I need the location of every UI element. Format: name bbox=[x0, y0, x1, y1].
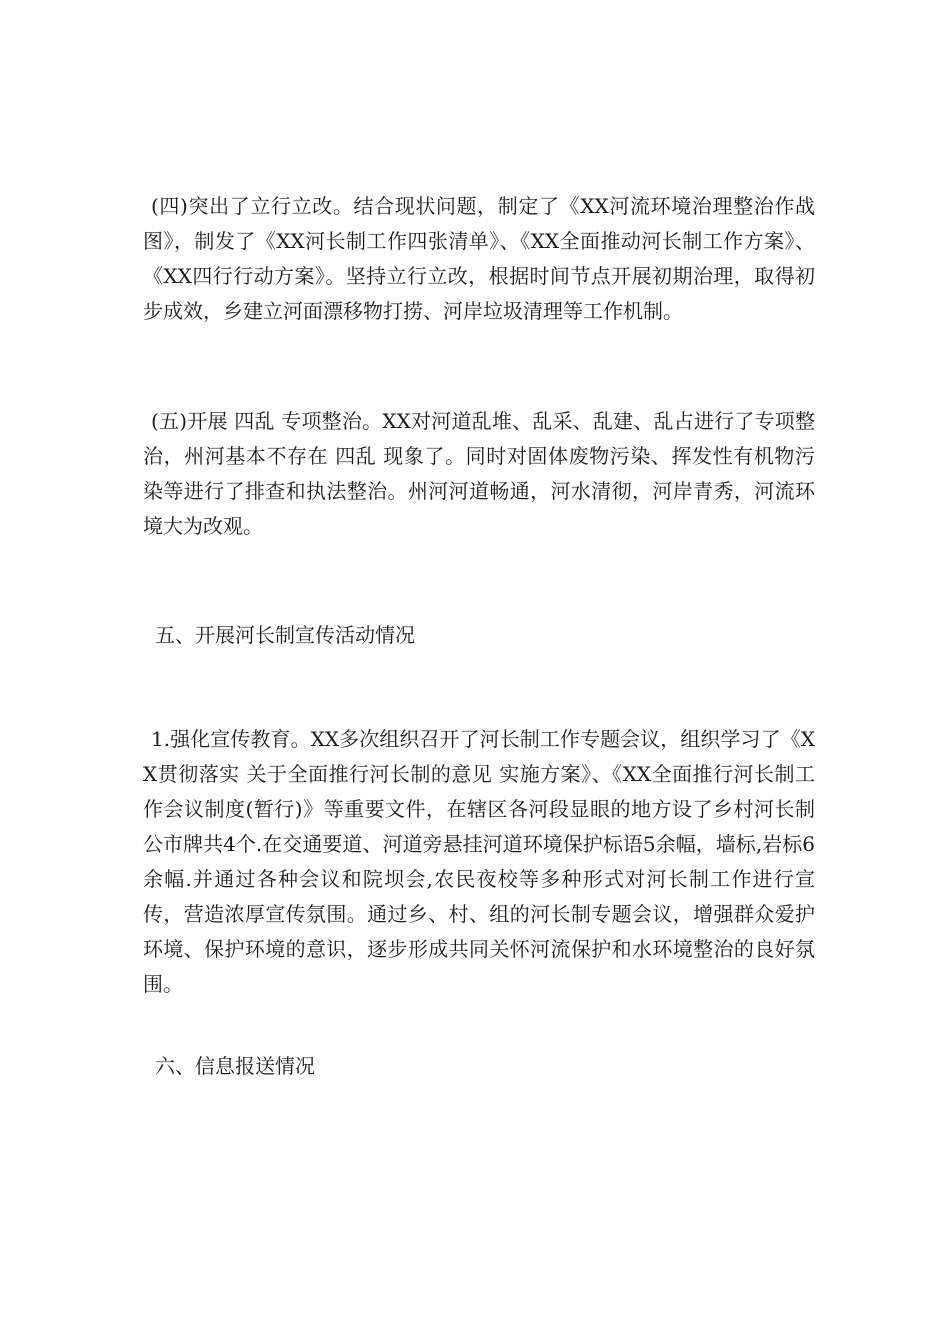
paragraph-section-5: (五)开展 四乱 专项整治。XX对河道乱堆、乱采、乱建、乱占进行了专项整治，州河基本不存在 四乱 现象了。同时对固体废物污染、挥发性有机物污染等进行了排查和执法整治。州河河道畅通，河水清彻，河岸青秀，河流环境大为改观。 bbox=[143, 409, 815, 538]
heading-section-six: 六、信息报送情况 bbox=[155, 1054, 315, 1078]
heading-section-five: 五、开展河长制宣传活动情况 bbox=[155, 623, 415, 647]
paragraph-item-1: 1.强化宣传教育。XX多次组织召开了河长制工作专题会议，组织学习了《XX贯彻落实 关于全面推行河长制的意见 实施方案》、《XX全面推行河长制工作会议制度(暂行)》等重要文件，在辖区各河段显眼的地方设了乡村河长制公市牌共4个.在交通要道、河道旁悬挂河道环境保护标语5余幅，墙标,岩标6余幅.并通过各种会议和院坝会,农民夜校等多种形式对河长制工作进行宣传，营造浓厚宣传氛围。通过乡、村、组的河长制专题会议，增强群众爱护环境、保护环境的意识，逐步形成共同关怀河流保护和水环境整治的良好氛围。 bbox=[143, 727, 815, 996]
paragraph-section-4: (四)突出了立行立改。结合现状问题，制定了《XX河流环境治理整治作战图》，制发了《XX河长制工作四张清单》、《XX全面推动河长制工作方案》、《XX四行行动方案》。坚持立行立改，根据时间节点开展初期治理，取得初步成效，乡建立河面漂移物打捞、河岸垃圾清理等工作机制。 bbox=[143, 194, 815, 323]
